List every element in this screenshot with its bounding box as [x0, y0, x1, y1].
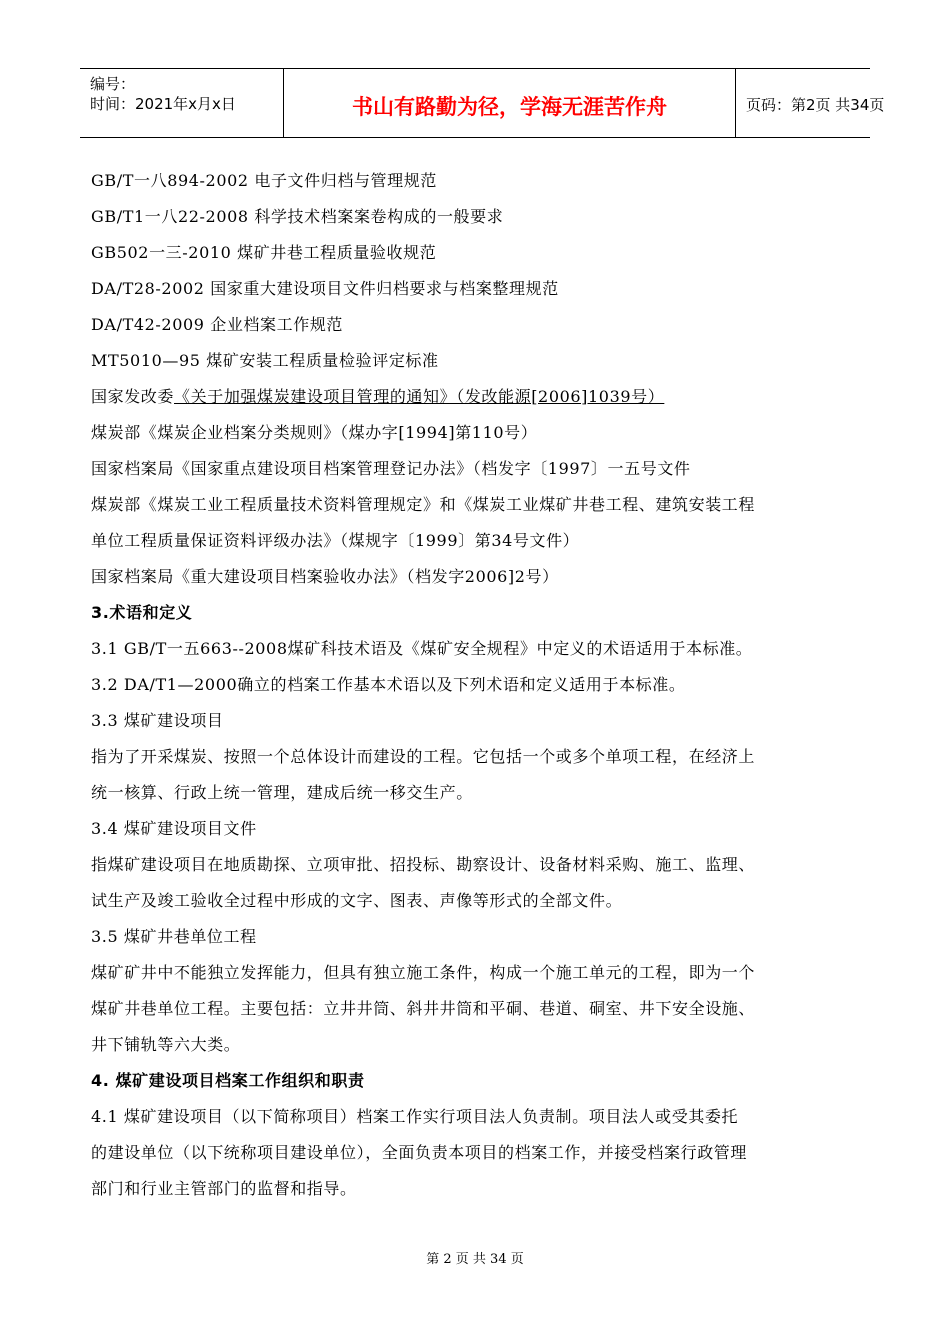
paragraph-line: 指为了开采煤炭、按照一个总体设计而建设的工程。它包括一个或多个单项工程，在经济上 — [91, 747, 756, 766]
reference-line: GB/T1一八22-2008 科学技术档案案卷构成的一般要求 — [91, 207, 504, 226]
document-date-label: 时间：2021年x月x日 — [90, 95, 236, 113]
paragraph-line: 井下铺轨等六大类。 — [91, 1035, 241, 1054]
reference-issuer: 国家发改委 — [91, 387, 175, 406]
page-footer: 第 2 页 共 34 页 — [426, 1252, 524, 1267]
reference-line: MT5010—95 煤矿安装工程质量检验评定标准 — [91, 351, 439, 370]
reference-line: 单位工程质量保证资料评级办法》（煤规字〔1999〕第34号文件） — [91, 531, 580, 550]
paragraph-line: 4.1 煤矿建设项目（以下简称项目）档案工作实行项目法人负责制。项目法人或受其委托 — [91, 1107, 739, 1126]
header-meta — [80, 69, 284, 137]
paragraph-line: 3.2 DA/T1—2000确立的档案工作基本术语以及下列术语和定义适用于本标准。 — [91, 675, 686, 694]
document-number-label: 编号： — [90, 75, 136, 93]
header-page-cell — [736, 69, 885, 137]
paragraph-line: 试生产及竣工验收全过程中形成的文字、图表、声像等形式的全部文件。 — [91, 891, 623, 910]
reference-line: 煤炭部《煤炭工业工程质量技术资料管理规定》和《煤炭工业煤矿井巷工程、建筑安装工程 — [91, 495, 756, 514]
paragraph-line: 煤矿矿井中不能独立发挥能力，但具有独立施工条件，构成一个施工单元的工程，即为一个 — [91, 963, 756, 982]
reference-line: GB/T一八894-2002 电子文件归档与管理规范 — [91, 171, 437, 190]
header-page-number: 页码：第2页 共34页 — [746, 96, 885, 114]
section-heading: 4. 煤矿建设项目档案工作组织和职责 — [91, 1071, 365, 1090]
reference-title-underlined: 《关于加强煤炭建设项目管理的通知》（发改能源[2006]1039号） — [174, 387, 665, 406]
reference-line: 国家档案局《国家重点建设项目档案管理登记办法》（档发字〔1997〕一五号文件 — [91, 459, 691, 478]
section-heading: 3.术语和定义 — [91, 603, 193, 622]
reference-line — [91, 384, 664, 407]
page-header — [80, 68, 885, 138]
subsection-heading: 3.4 煤矿建设项目文件 — [91, 819, 257, 838]
paragraph-line: 部门和行业主管部门的监督和指导。 — [91, 1179, 357, 1198]
reference-line: DA/T28-2002 国家重大建设项目文件归档要求与档案整理规范 — [91, 279, 559, 298]
paragraph-line: 统一核算、行政上统一管理，建成后统一移交生产。 — [91, 783, 473, 802]
paragraph-line: 煤矿井巷单位工程。主要包括：立井井筒、斜井井筒和平硐、巷道、硐室、井下安全设施、 — [91, 999, 756, 1018]
paragraph-line: 的建设单位（以下统称项目建设单位），全面负责本项目的档案工作，并接受档案行政管理 — [91, 1143, 748, 1162]
subsection-heading: 3.5 煤矿井巷单位工程 — [91, 927, 257, 946]
header-motto-cell — [284, 69, 736, 137]
paragraph-line: 指煤矿建设项目在地质勘探、立项审批、招投标、勘察设计、设备材料采购、施工、监理、 — [91, 855, 756, 874]
header-motto: 书山有路勤为径，学海无涯苦作舟 — [352, 95, 667, 119]
paragraph-line: 3.1 GB/T一五663--2008煤矿科技术语及《煤矿安全规程》中定义的术语适用于本标准。 — [91, 639, 753, 658]
reference-line: 国家档案局《重大建设项目档案验收办法》（档发字2006]2号） — [91, 567, 559, 586]
reference-line: GB502一三-2010 煤矿井巷工程质量验收规范 — [91, 243, 437, 262]
subsection-heading: 3.3 煤矿建设项目 — [91, 711, 224, 730]
reference-line: DA/T42-2009 企业档案工作规范 — [91, 315, 344, 334]
reference-line: 煤炭部《煤炭企业档案分类规则》（煤办字[1994]第110号） — [91, 423, 538, 442]
